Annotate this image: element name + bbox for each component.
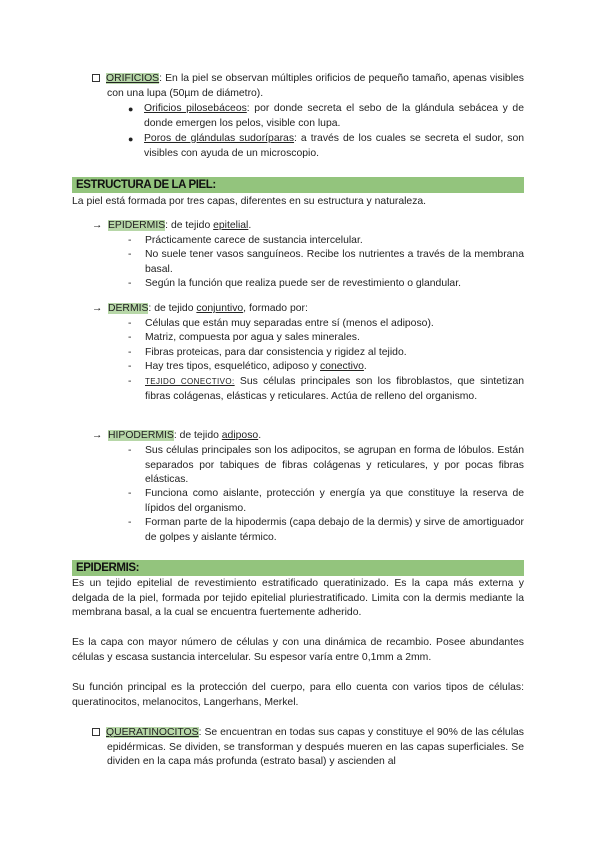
- dermis-term: DERMIS: [108, 303, 149, 314]
- dash-text: Funciona como aislante, protección y energía ya que constituye la reserva de lípidos del organismo.: [145, 488, 524, 514]
- queratinocitos-term: QUERATINOCITOS: [106, 727, 199, 738]
- dash-icon: -: [128, 347, 132, 358]
- bullet-text: : por donde secreta el sebo de la glándula sebácea y de donde emergen los pelos, visible con lupa.: [144, 103, 524, 129]
- hipodermis-pre: : de tejido: [173, 430, 222, 441]
- dermis-pre: : de tejido: [148, 303, 197, 314]
- estructura-intro: La piel está formada por tres capas, diferentes en su estructura y naturaleza.: [72, 196, 427, 207]
- dash-item: [128, 444, 524, 488]
- dash-icon: -: [128, 488, 132, 499]
- dash-item: [128, 516, 524, 545]
- dash-icon: -: [128, 318, 132, 329]
- bullet-item: [128, 132, 524, 161]
- dash-icon: -: [128, 235, 132, 246]
- section-heading-text: ESTRUCTURA DE LA PIEL:: [76, 179, 216, 191]
- epidermis-paragraph-3: Su función principal es la protección del cuerpo, para ello cuenta con varios tipos de células: queratinocitos, melanocitos, Langerhans, Merkel.: [72, 682, 524, 708]
- hipodermis-item: [92, 429, 524, 444]
- epidermis-post: .: [248, 220, 252, 231]
- bullet-icon: ●: [128, 104, 134, 114]
- bullet-icon: ●: [128, 134, 134, 144]
- dash-item: [128, 375, 524, 404]
- dash-text: Fibras proteicas, para dar consistencia y rigidez al tejido.: [145, 347, 407, 358]
- epidermis-term: EPIDERMIS: [108, 220, 166, 231]
- hipodermis-term: HIPODERMIS: [108, 430, 174, 441]
- epidermis-pre: : de tejido: [165, 220, 214, 231]
- dash-item: [128, 360, 524, 375]
- dash-text: Según la función que realiza puede ser de revestimiento o glandular.: [145, 278, 461, 289]
- types-link: conectivo: [320, 361, 364, 372]
- types-post: .: [363, 361, 367, 372]
- section-heading-estructura: [72, 177, 524, 193]
- dash-icon: -: [128, 517, 132, 528]
- checkbox-icon[interactable]: [92, 74, 100, 82]
- arrow-icon: →: [92, 303, 103, 314]
- arrow-icon: →: [92, 430, 103, 441]
- dash-text: Matriz, compuesta por agua y sales minerales.: [145, 332, 360, 343]
- hipodermis-post: .: [258, 430, 262, 441]
- queratinocitos-item: [92, 726, 524, 770]
- dash-item: [128, 234, 524, 249]
- dermis-post: , formado por:: [243, 303, 308, 314]
- types-pre: Hay tres tipos, esquelético, adiposo y: [145, 361, 321, 372]
- orificios-term: ORIFICIOS: [106, 73, 160, 84]
- bullet-text: : a través de los cuales se secreta el sudor, son visibles con ayuda de un microscopio.: [144, 133, 525, 159]
- dash-text: Prácticamente carece de sustancia intercelular.: [145, 235, 363, 246]
- dash-item: [128, 248, 524, 277]
- orificios-text: : En la piel se observan múltiples orificios de pequeño tamaño, apenas visibles con una lupa (50µm de diámetro).: [107, 73, 524, 99]
- dash-icon: -: [128, 249, 132, 260]
- dash-icon: -: [128, 332, 132, 343]
- epidermis-tissue: epitelial: [213, 220, 249, 231]
- bullet-term: Poros de glándulas sudoríparas: [144, 133, 295, 144]
- orificios-item: [92, 72, 524, 101]
- conectivo-label: TEJIDO CONECTIVO:: [145, 377, 235, 386]
- dash-icon: -: [128, 278, 132, 289]
- conectivo-text: Sus células principales son los fibroblastos, que sintetizan fibras colágenas, elásticas y reticulares. Actúa de relleno del organismo.: [145, 376, 524, 402]
- bullet-item: [128, 102, 524, 131]
- dash-item: [128, 487, 524, 516]
- dash-item: [128, 331, 524, 346]
- dash-text: Células que están muy separadas entre sí (menos el adiposo).: [145, 318, 434, 329]
- hipodermis-tissue: adiposo: [221, 430, 259, 441]
- dermis-item: [92, 302, 524, 317]
- arrow-icon: →: [92, 220, 103, 231]
- dash-item: [128, 346, 524, 361]
- dash-text: Forman parte de la hipodermis (capa debajo de la dermis) y sirve de amortiguador de golpes y aislante térmico.: [145, 517, 524, 543]
- dash-icon: -: [128, 361, 132, 372]
- dash-text: Sus células principales son los adipocitos, se agrupan en forma de lóbulos. Están separados por tabiques de fibras colágenas y reticulares, y por pocas fibras elásticas.: [145, 445, 524, 486]
- dash-icon: -: [128, 445, 132, 456]
- dash-item: [128, 317, 524, 332]
- dash-icon: -: [128, 376, 132, 387]
- section-heading-text: EPIDERMIS:: [76, 562, 140, 574]
- epidermis-item: [92, 219, 524, 234]
- dash-item: [128, 277, 524, 292]
- checkbox-icon[interactable]: [92, 728, 100, 736]
- dermis-tissue: conjuntivo: [196, 303, 244, 314]
- section-heading-epidermis: [72, 560, 524, 576]
- dash-text: No suele tener vasos sanguíneos. Recibe los nutrientes a través de la membrana basal.: [145, 249, 524, 275]
- epidermis-paragraph-1: Es un tejido epitelial de revestimiento estratificado queratinizado. Es la capa más externa y delgada de la piel, formada por tejido epitelial pluriestratificado. Limita con la dermis mediante la membrana basal, a la cual se encuentra fuertemente adherido.: [72, 578, 524, 619]
- queratinocitos-text: : Se encuentran en todas sus capas y constituye el 90% de las células epidérmicas. Se dividen, se transforman y después mueren en las capas superficiales. Se dividen en la capa más profunda (estrato basal) y ascienden al: [107, 727, 524, 768]
- bullet-term: Orificios pilosebáceos: [144, 103, 247, 114]
- epidermis-paragraph-2: Es la capa con mayor número de células y con una dinámica de recambio. Posee abundantes células y escasa sustancia intercelular. Su espesor varía entre 0,1mm a 2mm.: [72, 637, 524, 663]
